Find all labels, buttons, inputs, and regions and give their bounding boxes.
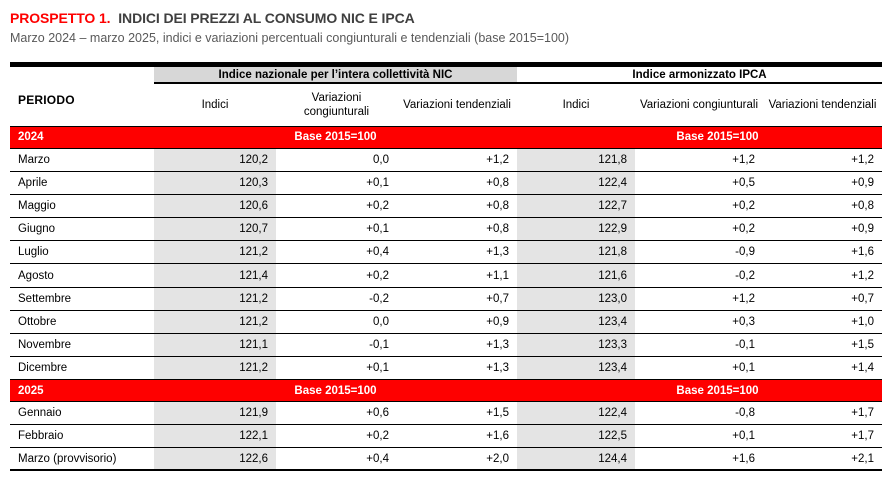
- value-cell: +1,2: [851, 153, 874, 166]
- period-cell: Maggio: [18, 199, 56, 212]
- price-index-table: [10, 62, 882, 471]
- table-row: [10, 448, 882, 471]
- sub-header-ipca-tendenziali: Variazioni tendenziali: [768, 98, 877, 111]
- year-label: 2025: [18, 384, 44, 397]
- value-cell: +0,7: [851, 292, 874, 305]
- table-row: [10, 218, 882, 241]
- table-row: [10, 288, 882, 311]
- value-cell: +1,1: [486, 269, 509, 282]
- group-header-row: [10, 67, 882, 84]
- value-cell: -0,1: [735, 339, 755, 352]
- sub-header-ipca-congiunturali: Variazioni congiunturali: [639, 98, 759, 111]
- value-cell: +0,2: [366, 430, 389, 443]
- table-row: [10, 357, 882, 380]
- period-cell: Ottobre: [18, 315, 57, 328]
- value-cell: +2,0: [486, 452, 509, 465]
- value-cell: 122,9: [517, 218, 635, 240]
- value-cell: +0,8: [486, 176, 509, 189]
- value-cell: 0,0: [373, 153, 389, 166]
- value-cell: +1,3: [486, 246, 509, 259]
- value-cell: +0,8: [486, 223, 509, 236]
- value-cell: +0,5: [732, 176, 755, 189]
- value-cell: +0,2: [732, 223, 755, 236]
- value-cell: 123,4: [517, 311, 635, 333]
- table-row: [10, 334, 882, 357]
- period-cell: Marzo: [18, 153, 50, 166]
- value-cell: 121,8: [517, 241, 635, 263]
- value-cell: -0,2: [369, 292, 389, 305]
- table-row: [10, 264, 882, 287]
- table-row: [10, 402, 882, 425]
- page-title: [10, 10, 415, 26]
- period-cell: Marzo (provvisorio): [18, 452, 117, 465]
- value-cell: -0,1: [369, 339, 389, 352]
- value-cell: +1,0: [851, 315, 874, 328]
- value-cell: 121,2: [154, 357, 276, 379]
- table-row: [10, 149, 882, 172]
- page-subtitle: Marzo 2024 – marzo 2025, indici e variazioni percentuali congiunturali e tendenziali (base 2015=100): [10, 31, 570, 45]
- value-cell: +0,1: [732, 430, 755, 443]
- value-cell: +0,9: [851, 223, 874, 236]
- value-cell: 121,2: [154, 311, 276, 333]
- value-cell: 122,5: [517, 425, 635, 447]
- year-band-2024: [10, 127, 882, 149]
- value-cell: +0,7: [486, 292, 509, 305]
- sub-header-ipca-indici: Indici: [562, 98, 590, 111]
- value-cell: +0,2: [366, 269, 389, 282]
- sub-header-nic-congiunturali: Variazioni congiunturali: [303, 91, 370, 118]
- sub-header-nic-indici: Indici: [201, 98, 229, 111]
- value-cell: 123,0: [517, 288, 635, 310]
- table-row: [10, 241, 882, 264]
- value-cell: +1,6: [486, 430, 509, 443]
- table-row: [10, 311, 882, 334]
- value-cell: +0,2: [732, 199, 755, 212]
- group-header-ipca: Indice armonizzato IPCA: [517, 67, 882, 84]
- value-cell: +0,4: [366, 452, 389, 465]
- value-cell: 0,0: [373, 315, 389, 328]
- value-cell: +0,1: [366, 362, 389, 375]
- value-cell: 121,6: [517, 264, 635, 286]
- value-cell: +1,2: [732, 292, 755, 305]
- table-row: [10, 425, 882, 448]
- value-cell: +1,7: [851, 430, 874, 443]
- base-label-nic: Base 2015=100: [294, 384, 377, 397]
- value-cell: 121,2: [154, 288, 276, 310]
- value-cell: +1,5: [851, 339, 874, 352]
- value-cell: 120,2: [154, 149, 276, 171]
- value-cell: 121,9: [154, 402, 276, 424]
- period-header-spacer: [10, 67, 154, 84]
- year-label: 2024: [18, 131, 44, 144]
- value-cell: 121,1: [154, 334, 276, 356]
- value-cell: +0,9: [486, 315, 509, 328]
- value-cell: +0,8: [851, 199, 874, 212]
- period-cell: Giugno: [18, 223, 56, 236]
- period-cell: Luglio: [18, 246, 49, 259]
- value-cell: 120,3: [154, 172, 276, 194]
- value-cell: 121,2: [154, 241, 276, 263]
- value-cell: -0,2: [735, 269, 755, 282]
- period-cell: Novembre: [18, 339, 72, 352]
- base-label-ipca: Base 2015=100: [676, 384, 759, 397]
- value-cell: 123,4: [517, 357, 635, 379]
- value-cell: +1,7: [851, 406, 874, 419]
- period-cell: Agosto: [18, 269, 54, 282]
- value-cell: +1,6: [732, 452, 755, 465]
- sub-header-nic-tendenziali: Variazioni tendenziali: [403, 98, 511, 111]
- value-cell: +0,6: [366, 406, 389, 419]
- value-cell: 122,1: [154, 425, 276, 447]
- value-cell: -0,8: [735, 406, 755, 419]
- value-cell: +1,2: [732, 153, 755, 166]
- period-cell: Dicembre: [18, 362, 68, 375]
- table-row: [10, 172, 882, 195]
- sub-header-row: [10, 84, 882, 127]
- value-cell: 122,6: [154, 448, 276, 469]
- table-header: [10, 67, 882, 127]
- table-row: [10, 195, 882, 218]
- period-cell: Settembre: [18, 292, 72, 305]
- base-label-nic: Base 2015=100: [294, 131, 377, 144]
- value-cell: 120,7: [154, 218, 276, 240]
- value-cell: +2,1: [851, 452, 874, 465]
- table-body: [10, 127, 882, 471]
- period-cell: Gennaio: [18, 406, 62, 419]
- value-cell: -0,9: [735, 246, 755, 259]
- value-cell: 120,6: [154, 195, 276, 217]
- value-cell: 122,7: [517, 195, 635, 217]
- value-cell: +0,1: [732, 362, 755, 375]
- value-cell: +0,1: [366, 176, 389, 189]
- period-column-header: PERIODO: [18, 93, 75, 107]
- value-cell: +0,3: [732, 315, 755, 328]
- period-cell: Aprile: [18, 176, 48, 189]
- value-cell: +0,4: [366, 246, 389, 259]
- value-cell: +1,3: [486, 362, 509, 375]
- value-cell: +0,2: [366, 199, 389, 212]
- value-cell: 124,4: [517, 448, 635, 469]
- title-main-text: INDICI DEI PREZZI AL CONSUMO NIC E IPCA: [118, 10, 415, 26]
- value-cell: +1,6: [851, 246, 874, 259]
- value-cell: +1,5: [486, 406, 509, 419]
- title-prospetto-number: PROSPETTO 1.: [10, 10, 111, 26]
- value-cell: +0,1: [366, 223, 389, 236]
- value-cell: 123,3: [517, 334, 635, 356]
- value-cell: +1,2: [486, 153, 509, 166]
- value-cell: 122,4: [517, 172, 635, 194]
- base-label-ipca: Base 2015=100: [676, 131, 759, 144]
- value-cell: +1,3: [486, 339, 509, 352]
- group-header-nic: Indice nazionale per l’intera collettività NIC: [154, 67, 517, 84]
- value-cell: 121,8: [517, 149, 635, 171]
- value-cell: 121,4: [154, 264, 276, 286]
- year-band-2025: [10, 380, 882, 402]
- value-cell: +1,4: [851, 362, 874, 375]
- value-cell: 122,4: [517, 402, 635, 424]
- value-cell: +0,8: [486, 199, 509, 212]
- value-cell: +0,9: [851, 176, 874, 189]
- period-cell: Febbraio: [18, 430, 64, 443]
- value-cell: +1,2: [851, 269, 874, 282]
